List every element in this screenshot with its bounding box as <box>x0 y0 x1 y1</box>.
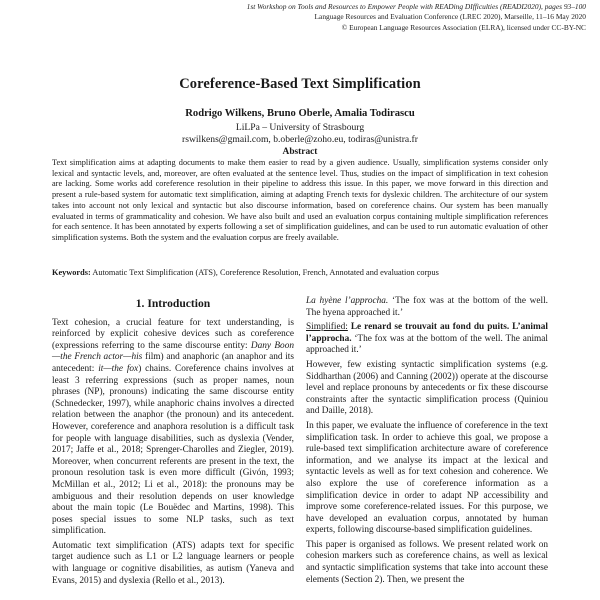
example-coreference: Dany Boon—the French actor—his <box>52 340 294 363</box>
section-heading-introduction: 1. Introduction <box>135 297 211 310</box>
author-affiliation-block <box>0 122 600 146</box>
intro-text: ) chains. Coreference chains involves at least 3 referring expressions (such as proper names, noun phrases (NP), pronouns) indicating the same discourse entity (Schnedecker, 1997), while anaphoric chains involves a directed relation between the anaphor (the pronoun) and its antecedent. However, coreference and anaphora resolution is a difficult task for people with language disabilities, such as dyslexia (Vender, 2017; Jaffe et al., 2018; Sprenger-Charolles and Ziegler, 2019). Moreover, when concurrent referents are present in the text, the pronoun resolution task is even more difficult (Givón, 1993; McMillan et al., 2012; Li et al., 2018): the pronouns may be ambiguous and their resolution depends on user knowledge about the main topic (Le Bouëdec and Martins, 1998). This poses special issues to some NLP tasks, such as text simplification. <box>52 363 294 537</box>
example-original-french: La hyène l’approcha. <box>306 296 389 306</box>
intro-text: Text cohesion, a crucial feature for text understanding, is reinforced by explicit cohesive devices such as coreference (expressions referring to the same discourse entity: <box>52 317 294 351</box>
intro-paragraph-2: Automatic text simplification (ATS) adapts text for specific target audience such as L1 or L2 language learners or people with language or cognitive disabilities, as autism (Yaneva and Evans, 2015) and dyslexia (Rello et al., 2013). <box>52 540 294 586</box>
right-paragraph-3: This paper is organised as follows. We present related work on cohesion markers such as coreference chains, as well as lexical and syntactic simplification systems that take into account these elements (Section 2). Then, we present the <box>306 539 548 585</box>
keywords-line <box>52 268 548 279</box>
keywords-text: Automatic Text Simplification (ATS), Coreference Resolution, French, Annotated and evaluation corpus <box>90 268 439 277</box>
example-simplified-gloss: ‘The fox was at the bottom of the well. The animal approached it.’ <box>306 333 548 356</box>
conference-line: Language Resources and Evaluation Conference (LREC 2020), Marseille, 11–16 May 2020 <box>314 12 586 22</box>
affiliation: LiLPa – University of Strasbourg <box>235 122 365 133</box>
right-paragraph-1: However, few existing syntactic simplification systems (e.g. Siddharthan (2006) and Canning (2002)) operate at the discourse level and replace pronouns by antecedents or fix these discourse constraints after the syntactic simplification process (Quiniou and Daille, 2018). <box>306 359 548 417</box>
author-emails: rswilkens@gmail.com, b.oberle@zoho.eu, todiras@unistra.fr <box>182 134 418 145</box>
example-original-gloss: ‘The fox was at the bottom of the well. The hyena approached it.’ <box>306 296 549 318</box>
paper-authors: Rodrigo Wilkens, Bruno Oberle, Amalia Todirascu <box>185 108 415 119</box>
right-paragraph-2: In this paper, we evaluate the influence of coreference in the text simplification task. In order to achieve this goal, we propose a rule-based text simplification architecture aware of coreference information, and we analyse its impact at the lexical and syntactic levels as well as for text cohesion and coherence. We also explore the use of coreference information as a simplification device in order to adapt NP accessibility and improve some coreference-related issues. For this purpose, we have developed an evaluation corpus, annotated by human experts, following discourse-based simplification guidelines. <box>306 420 548 536</box>
intro-text: film) and anaphoric (an anaphor and its antecedent: <box>52 352 294 374</box>
workshop-line: 1st Workshop on Tools and Resources to Empower People with READing DIfficulties (READI2020), pages 93–100 <box>246 2 586 11</box>
abstract-text: Text simplification aims at adapting documents to make them easier to read by a given audience. Usually, simplification systems consider only lexical and syntactic levels, and, moreover, are often evaluated at the sentence level. Thus, studies on the impact of simplification in text cohesion are lacking. Some works add coreference resolution in their pipeline to address this issue. In this paper, we move forward in this direction and present a rule-based system for automatic text simplification, aiming at adapting French texts for dyslexic children. The architecture of our system takes into account not only lexical and syntactic but also discourse information, based on coreference chains. Our system has been manually evaluated in terms of grammaticality and cohesion. We have also built and used an evaluation corpus containing multiple simplification references for each sentence. It has been annotated by experts following a set of simplification guidelines, and can be used to run automatic evaluation of other simplification systems. Both the system and the evaluation corpus are freely available. <box>52 158 548 242</box>
proceedings-header <box>186 2 586 33</box>
intro-paragraph-1 <box>52 318 294 538</box>
simplified-label: Simplified: <box>306 322 348 333</box>
right-column <box>306 296 548 589</box>
example-simplified-french: Le renard se trouvait au fond du puits. L’animal l’approcha. <box>306 322 548 344</box>
paper-title: Coreference-Based Text Simplification <box>179 76 421 92</box>
left-column <box>52 296 294 590</box>
license-line: © European Language Resources Association (ELRA), licensed under CC-BY-NC <box>341 22 586 32</box>
example-simplified <box>306 322 548 357</box>
example-anaphora: it—the fox <box>98 363 139 374</box>
abstract-heading: Abstract <box>282 147 318 157</box>
keywords-label: Keywords: <box>52 268 91 277</box>
example-original <box>306 296 548 319</box>
